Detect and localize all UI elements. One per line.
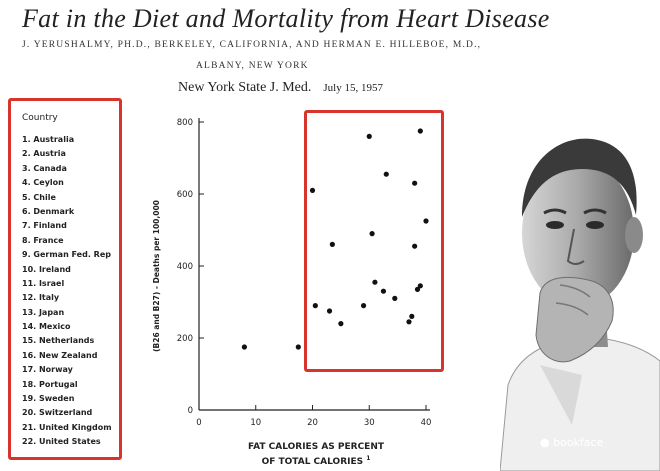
country-item: 15. Netherlands [22,336,95,346]
y-axis-label: (B26 and B27) - Deaths per 100,000 [152,200,161,352]
y-tick-label: 800 [176,118,193,128]
country-item: 22. United States [22,437,101,447]
country-item: 4. Ceylon [22,178,64,188]
x-axis-label-line1: FAT CALORIES AS PERCENT [247,442,384,452]
country-item: 9. German Fed. Rep [22,250,111,260]
country-item: 19. Sweden [22,394,75,404]
portrait-photo [500,125,660,471]
high-fat-highlight [304,110,444,372]
y-tick-label: 400 [176,262,193,272]
country-item: 6. Denmark [22,206,75,216]
country-item: 5. Chile [22,192,56,202]
country-item: 21. United Kingdom [22,422,112,432]
country-item: 14. Mexico [22,322,71,332]
watermark-text: bookface [553,436,604,449]
y-tick-label: 600 [176,190,193,200]
x-axis-label-footnote: 1 [366,455,371,462]
data-point [242,344,247,349]
y-tick-label: 0 [187,406,193,416]
country-list-header: Country [22,113,58,123]
authors-line: J. YERUSHALMY, PH.D., BERKELEY, CALIFORNIA, AND HERMAN E. HILLEBOE, M.D., [22,40,482,50]
watermark: ● bookface [540,436,604,449]
country-item: 17. Norway [22,365,73,375]
x-tick-label: 20 [307,418,318,428]
country-item: 20. Switzerland [22,408,93,418]
x-tick-label: 40 [420,418,432,428]
y-tick-label: 200 [176,334,193,344]
paper-title: Fat in the Diet and Mortality from Heart Disease [22,4,550,33]
journal-name: New York State J. Med. [178,80,312,95]
x-tick-label: 0 [196,418,202,428]
x-axis-label-line2: OF TOTAL CALORIES [261,457,364,467]
country-item: 7. Finland [22,221,67,231]
country-item: 3. Canada [22,163,67,173]
x-axis-label [236,441,396,468]
country-item: 2. Austria [22,149,66,159]
affiliation-line: ALBANY, NEW YORK [196,61,309,71]
x-tick-label: 10 [250,418,262,428]
x-tick-label: 30 [363,418,375,428]
country-item: 12. Italy [22,293,60,303]
country-item: 10. Ireland [22,264,71,274]
country-item: 1. Australia [22,135,75,144]
country-item: 13. Japan [22,307,65,317]
country-item: 8. France [22,235,64,245]
journal-date: July 15, 1957 [323,82,383,94]
country-item: 11. Israel [22,278,65,288]
data-point [296,344,301,349]
country-item: 18. Portugal [22,379,78,389]
country-item: 16. New Zealand [22,350,98,360]
